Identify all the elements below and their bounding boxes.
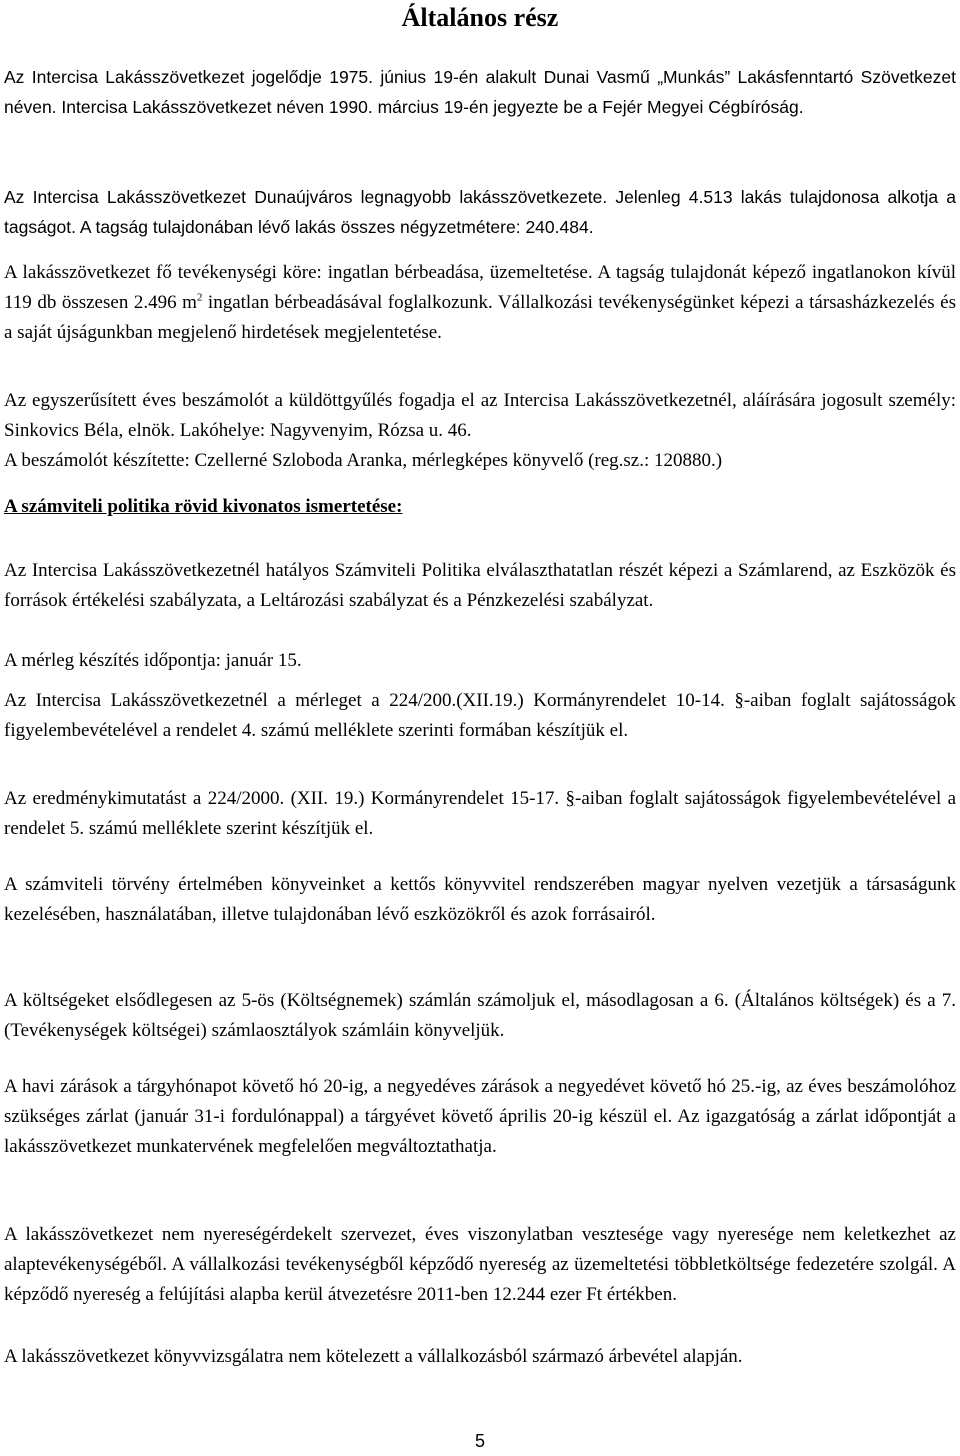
membership-paragraph: Az Intercisa Lakásszövetkezet Dunaújváros legnagyobb lakásszövetkezete. Jelenleg 4.513 lakás tulajdonosa alkotja a tagságot. A tagság tulajdonában lévő lakás összes négyzetmétere: 240.484. — [4, 187, 956, 237]
preparer-paragraph: A beszámolót készítette: Czellerné Szloboda Aranka, mérlegképes könyvelő (reg.sz.: 120880.) — [4, 450, 723, 471]
activity-paragraph — [4, 258, 956, 348]
bookkeeping-paragraph: A számviteli törvény értelmében könyveinket a kettős könyvvitel rendszerében magyar nyelven vezetjük a társaságunk kezelésében, használatában, illetve tulajdonában lévő eszközökről és azok forrásairól. — [4, 874, 956, 925]
costs-paragraph: A költségeket elsődlegesen az 5-ös (Költségnemek) számlán számoljuk el, másodlagosan a 6. (Általános költségek) és a 7. (Tevékenységek költségei) számlaosztályok számláin könyveljük. — [4, 990, 956, 1041]
area-superscript: 2 — [196, 291, 203, 304]
income-statement-paragraph — [4, 784, 956, 844]
income-statement-text-b: -aiban foglalt sajátosságok figyelembevételével a rendelet 5. számú melléklete szerint készítjük el. — [4, 788, 956, 839]
section-title: A számviteli politika rövid kivonatos ismertetése: — [4, 496, 403, 517]
section-sign: § — [734, 690, 744, 711]
page-title: Általános rész — [401, 3, 559, 32]
income-statement-text-a: Az eredménykimutatást a 224/2000. (XII. 19.) Kormányrendelet 15-17. — [4, 788, 566, 809]
balance-date-paragraph: A mérleg készítés időpontja: január 15. — [4, 650, 302, 671]
activity-text-b: ingatlan bérbeadásával foglalkozunk. Vállalkozási tevékenységünket képezi a társasházkezelés és a saját újságunkban megjelenő hirdetések megjelentetése. — [4, 292, 956, 343]
closing-paragraph: A havi zárások a tárgyhónapot követő hó 20-ig, a negyedéves zárások a negyedévet követő hó 25.-ig, az éves beszámolóhoz szükséges zárlat (január 31-i fordulónappal) a tárgyévet követő április 20-ig készül el. Az igazgatóság a zárlat időpontját a lakásszövetkezet munkatervének megfelelően megváltoztathatja. — [4, 1076, 956, 1157]
intro-history-paragraph: Az Intercisa Lakásszövetkezet jogelődje 1975. június 19-én alakult Dunai Vasmű „Munkás” Lakásfenntartó Szövetkezet néven. Intercisa Lakásszövetkezet néven 1990. március 19-én jegyezte be a Fejér Megyei Cégbíróság. — [4, 67, 956, 117]
activity-text-a: A lakásszövetkezet fő tevékenységi köre: ingatlan bérbeadása, üzemeltetése. A tagság tulajdonát képező ingatlanokon kívül 119 db összesen 2.496 m — [4, 262, 956, 313]
balance-sheet-text-b: -aiban foglalt sajátosságok figyelembevételével a rendelet 4. számú melléklete szerinti formában készítjük el. — [4, 690, 956, 741]
balance-sheet-text-a: Az Intercisa Lakásszövetkezetnél a mérleget a 224/200.(XII.19.) Kormányrendelet 10-14. — [4, 690, 735, 711]
balance-sheet-paragraph — [4, 686, 956, 746]
section-sign: § — [565, 788, 576, 809]
profit-paragraph: A lakásszövetkezet nem nyereségérdekelt szervezet, éves viszonylatban vesztesége vagy nyeresége nem keletkezhet az alaptevékenységéből. A vállalkozási tevékenységből képződő nyereség az üzemeltetési többletköltsége fedezetére szolgál. A képződő nyereség a felújítási alapba kerül átvezetésre 2011-ben 12.244 ezer Ft értékben. — [4, 1224, 956, 1305]
policy-paragraph: Az Intercisa Lakásszövetkezetnél hatályos Számviteli Politika elválaszthatatlan részét képezi a Számlarend, az Eszközök és források értékelési szabályzata, a Leltározási szabályzat és a Pénzkezelési szabályzat. — [4, 560, 956, 611]
audit-paragraph: A lakásszövetkezet könyvvizsgálatra nem kötelezett a vállalkozásból származó árbevétel alapján. — [4, 1346, 743, 1367]
page-number: 5 — [474, 1431, 485, 1451]
signatory-paragraph: Az egyszerűsített éves beszámolót a küldöttgyűlés fogadja el az Intercisa Lakásszövetkezetnél, aláírására jogosult személy: Sinkovics Béla, elnök. Lakóhelye: Nagyvenyim, Rózsa u. 46. — [4, 390, 956, 441]
